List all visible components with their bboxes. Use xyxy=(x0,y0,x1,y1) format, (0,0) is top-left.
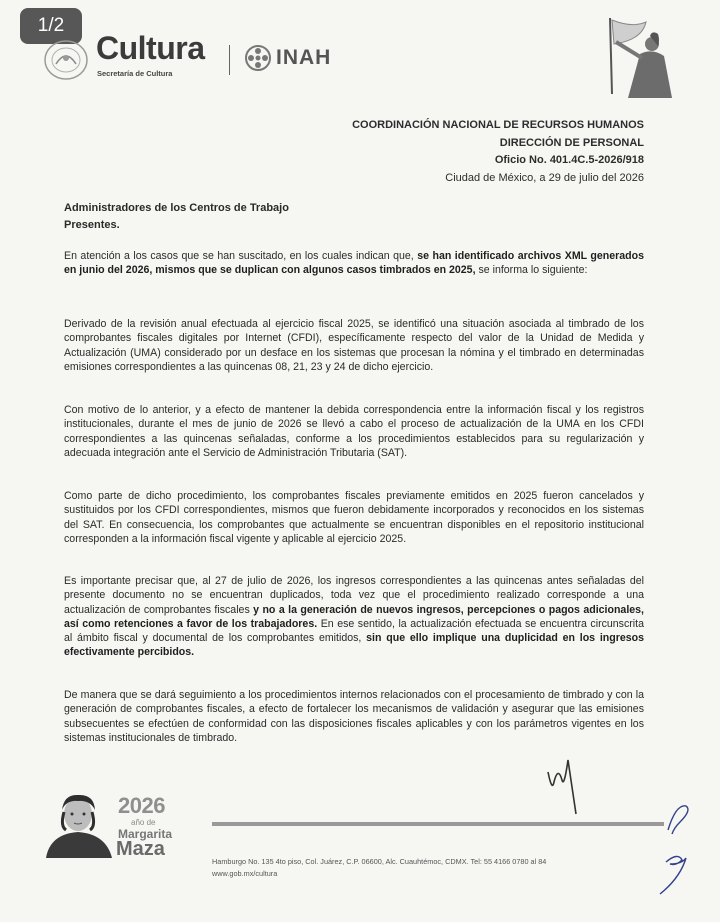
paragraph-clarification-bold: y no a la generación de nuevos ingresos, percepciones o pagos adicionales, así como retenciones a favor de los trabajadores. xyxy=(64,603,644,630)
paragraph-clarification-mid: En ese sentido, la actualización efectuada se encuentra circunscrita al ámbito fiscal y documental de los comprobantes emitidos, xyxy=(64,617,644,645)
addressee-salutation: Presentes. xyxy=(64,219,120,231)
paragraph-clarification-text: Es importante precisar que, al 27 de julio de 2026, los ingresos correspondientes a las quincenas antes señaladas del presente documento no se encuentran duplicados, toda vez que el procedimiento realizado corresponde a una actualización de comprobantes fiscales xyxy=(64,575,644,616)
inah-label: INAH xyxy=(276,46,332,69)
paragraph-intro-text: En atención a los casos que se han suscitado, en los cuales indican que, xyxy=(64,250,418,262)
paragraph-intro xyxy=(64,249,644,278)
signature-mark xyxy=(528,752,598,818)
inah-emblem-icon xyxy=(243,43,273,73)
header-oficio-number: Oficio No. 401.4C.5-2026/918 xyxy=(494,154,644,166)
footer-address-line: Hamburgo No. 135 4to piso, Col. Juárez, C.P. 06600, Alc. Cuauhtémoc, CDMX. Tel: 55 4166 0780 al 84 xyxy=(212,857,547,866)
portrait-icon xyxy=(40,790,116,858)
footer-year-sub: año de xyxy=(131,818,156,827)
footer-website: www.gob.mx/cultura xyxy=(212,868,278,878)
paragraph-clarification xyxy=(64,574,644,660)
paragraph-review: Derivado de la revisión anual efectuada al ejercicio fiscal 2025, se identificó una situación asociada al timbrado de los comprobantes fiscales digitales por Internet (CFDI), específicamente respecto del valor de la Unidad de Medida y Actualización (UMA) considerado por un desface en los sistemas que procesan la nómina y el timbrado en determinadas emisiones correspondientes a las quincenas 08, 21, 23 y 24 de dicho ejercicio. xyxy=(64,318,644,373)
initials-mark-secondary xyxy=(652,848,696,896)
addressee-block xyxy=(64,200,289,234)
government-seal-icon xyxy=(42,38,90,82)
paragraph-procedure: Como parte de dicho procedimiento, los comprobantes fiscales previamente emitidos en 2025 fueron cancelados y sustituidos por los CFDI correspondientes, mismos que fueron debidamente incorporados y reconocidos en los sistemas del SAT. En consecuencia, los comprobantes que actualmente se encuentran disponibles en el repositorio institucional corresponden a la información fiscal vigente y aplicable al ejercicio 2025. xyxy=(64,490,644,545)
brand-subtitle: Secretaría de Cultura xyxy=(97,69,173,78)
footer-year: 2026 xyxy=(118,793,165,818)
brand-divider xyxy=(229,45,230,75)
footer-name-first: Margarita xyxy=(118,827,173,841)
letter-header xyxy=(352,117,644,187)
paragraph-clarification-bold-end: sin que ello implique una duplicidad en los ingresos efectivamente percibidos. xyxy=(64,632,644,659)
brand-cultura: Cultura xyxy=(96,30,205,66)
footer-divider xyxy=(212,822,664,826)
paragraph-intro-tail: se informa lo siguiente: xyxy=(475,264,588,277)
footer-name-last: Maza xyxy=(116,838,165,860)
page-counter-badge: 1/2 xyxy=(20,8,82,44)
initials-mark xyxy=(662,800,696,836)
flag-bearer-figure-icon xyxy=(602,14,676,98)
paragraph-update: Con motivo de lo anterior, y a efecto de mantener la debida correspondencia entre la información fiscal y los registros institucionales, durante el mes de junio de 2026 se llevó a cabo el proceso de actualización de la UMA en los CFDI correspondientes a las quincenas señaladas, conforme a los procedimientos establecidos para su regularización y adecuada integración ante el Servicio de Administración Tributaria (SAT). xyxy=(64,404,644,459)
footer-address xyxy=(212,856,546,879)
addressee-line: Administradores de los Centros de Trabajo xyxy=(64,202,289,214)
header-date: Ciudad de México, a 29 de julio del 2026 xyxy=(445,171,644,184)
header-coordination: COORDINACIÓN NACIONAL DE RECURSOS HUMANOS xyxy=(352,119,644,131)
paragraph-intro-bold: se han identificado archivos XML generados en junio del 2026, mismos que se duplican con algunos casos timbrados en 2025, xyxy=(64,250,644,277)
paragraph-followup: De manera que se dará seguimiento a los procedimientos internos relacionados con el procesamiento de timbrado y con la generación de comprobantes fiscales, a efecto de fortalecer los mecanismos de validación y asegurar que las emisiones subsecuentes se efectúen de conformidad con las disposiciones fiscales aplicables y con los parámetros vigentes en los sistemas institucionales de timbrado. xyxy=(64,689,644,744)
header-direction: DIRECCIÓN DE PERSONAL xyxy=(499,136,644,149)
